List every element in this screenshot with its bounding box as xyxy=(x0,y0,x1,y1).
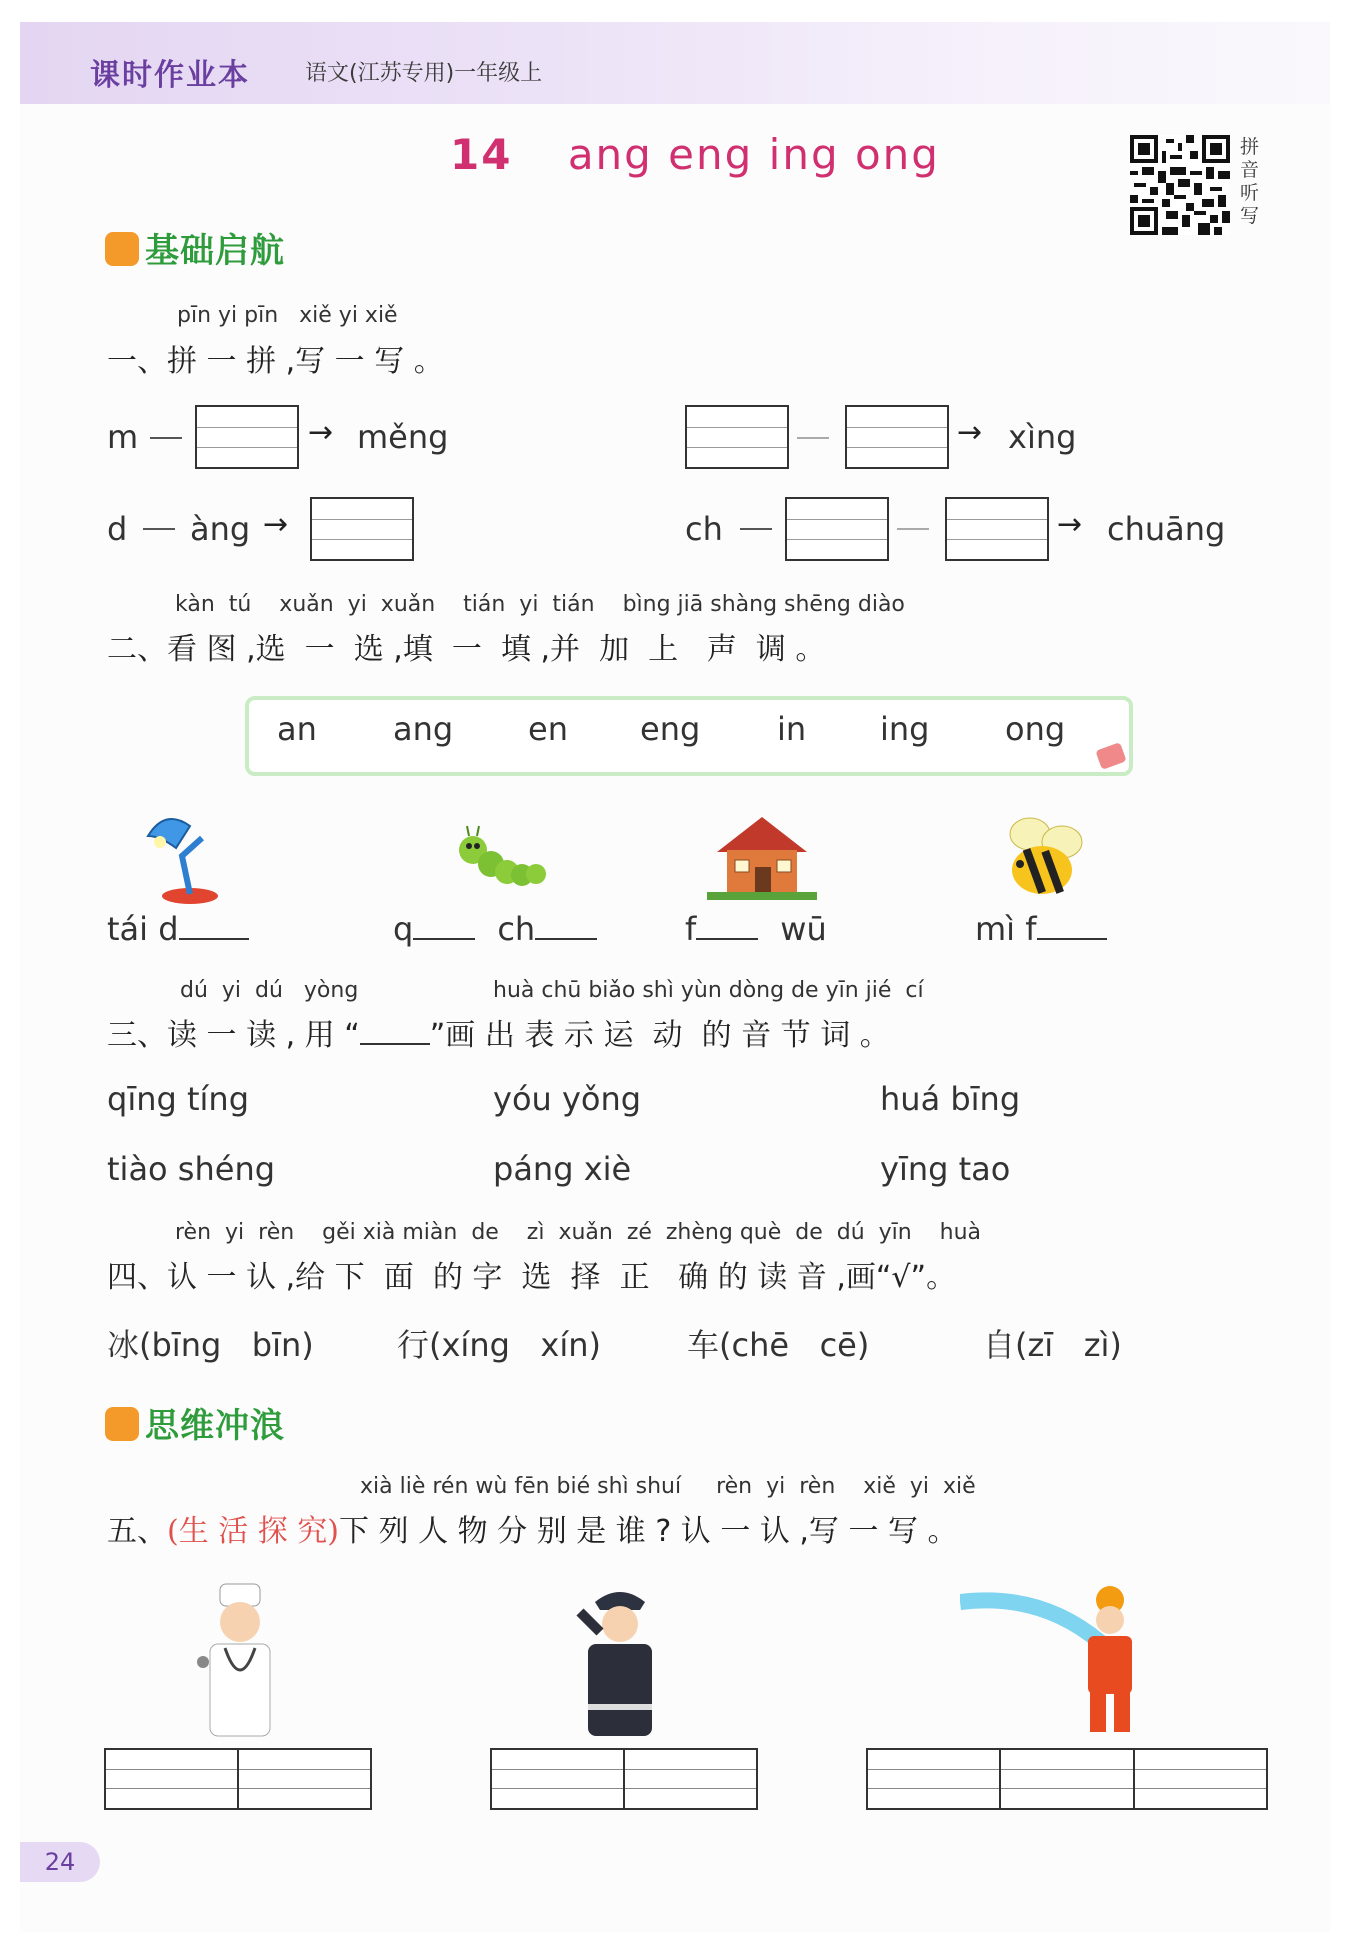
arrow-icon: → xyxy=(308,415,334,450)
q3-word[interactable]: qīng tíng xyxy=(107,1080,249,1118)
qr-caption-char: 拼 xyxy=(1240,136,1260,158)
q2-house-answer xyxy=(685,910,827,948)
house-icon xyxy=(707,812,817,902)
q2-house-suffix: wū xyxy=(780,910,827,948)
book-subtitle: 语文(江苏专用)一年级上 xyxy=(305,61,543,86)
arrow-icon: → xyxy=(263,507,289,542)
q1-b-answer-box-1[interactable] xyxy=(685,405,789,469)
q5-answer-grid-firefighter[interactable] xyxy=(866,1748,1268,1810)
dash xyxy=(797,437,829,439)
q2-lamp-prefix: tái d xyxy=(107,910,179,948)
qr-caption xyxy=(1240,136,1262,228)
q2-caterpillar-blank-1[interactable] xyxy=(413,938,475,940)
q1-c-final: àng xyxy=(190,510,251,548)
q1-pinyin: pīn yi pīn xiě yi xiě xyxy=(177,303,398,328)
q1-a-result: měng xyxy=(357,418,449,456)
grid-cell[interactable] xyxy=(1135,1750,1266,1808)
wave-icon xyxy=(105,1407,139,1441)
q3-pinyin-a: dú yi dú yòng xyxy=(180,978,359,1003)
q2-bee-blank[interactable] xyxy=(1037,938,1107,940)
option-ong: ong xyxy=(1005,710,1066,748)
option-eng: eng xyxy=(640,710,701,748)
q1-a-initial: m xyxy=(107,418,139,456)
q5-pinyin: xià liè rén wù fēn bié shì shuí rèn yi rèn xiě yi xiě xyxy=(360,1474,976,1499)
lesson-finals: ang eng ing ong xyxy=(567,130,940,179)
q3-underline-sample xyxy=(360,1043,430,1045)
dash xyxy=(740,528,772,530)
page-number: 24 xyxy=(20,1842,100,1882)
firefighter-illustration xyxy=(960,1582,1180,1742)
dash xyxy=(143,528,175,530)
q4-item[interactable]: 自(zī zì) xyxy=(983,1326,1122,1364)
q2-lamp-blank[interactable] xyxy=(179,938,249,940)
q3-word[interactable]: huá bīng xyxy=(880,1080,1021,1118)
q1-c-initial: d xyxy=(107,510,128,548)
q3-word[interactable]: yóu yǒng xyxy=(493,1080,642,1118)
q1-c-answer-box[interactable] xyxy=(310,497,414,561)
option-ang: ang xyxy=(393,710,454,748)
grid-cell[interactable] xyxy=(868,1750,1001,1808)
q3-pinyin-b: huà chū biǎo shì yùn dòng de yīn jié cí xyxy=(493,978,924,1003)
option-ing: ing xyxy=(880,710,930,748)
q5-instruction xyxy=(107,1506,958,1550)
arrow-icon: → xyxy=(1057,507,1083,542)
dash xyxy=(897,528,929,530)
q3-word[interactable]: páng xiè xyxy=(493,1150,632,1188)
arrow-icon: → xyxy=(957,415,983,450)
q4-item[interactable]: 行(xíng xín) xyxy=(397,1326,602,1364)
q5-tag: (生 活 探 究) xyxy=(167,1514,340,1549)
bee-icon xyxy=(990,812,1090,902)
section-thinking-label: 思维冲浪 xyxy=(145,1406,285,1446)
qr-caption-char: 音 xyxy=(1240,159,1260,181)
q3-instruction-a: 三、读 一 读 , 用 “ xyxy=(107,1018,360,1053)
q3-word[interactable]: yīng tao xyxy=(880,1150,1011,1188)
q4-instruction: 四、认 一 认 ,给 下 面 的 字 选 择 正 确 的 读 音 ,画“√”。 xyxy=(107,1260,957,1295)
lesson-title xyxy=(450,130,940,179)
q1-d-initial: ch xyxy=(685,510,723,548)
caterpillar-icon xyxy=(455,820,555,900)
desk-lamp-icon xyxy=(140,806,230,906)
q2-pinyin: kàn tú xuǎn yi xuǎn tián yi tián bìng jiā shàng shēng diào xyxy=(175,592,905,617)
grid-cell[interactable] xyxy=(1001,1750,1134,1808)
q1-instruction: 一、拼 一 拼 ,写 一 写 。 xyxy=(107,344,444,379)
q4-item[interactable]: 车(chē cē) xyxy=(687,1326,870,1364)
q2-house-prefix: f xyxy=(685,910,697,948)
option-en: en xyxy=(528,710,568,748)
option-in: in xyxy=(777,710,807,748)
q5-text: 下 列 人 物 分 别 是 谁 ? 认 一 认 ,写 一 写 。 xyxy=(339,1514,958,1549)
lesson-number: 14 xyxy=(450,130,513,179)
grid-cell[interactable] xyxy=(239,1750,370,1808)
dash xyxy=(150,437,182,439)
q5-prefix: 五、 xyxy=(107,1514,167,1549)
q2-bee-prefix: mì f xyxy=(975,910,1037,948)
q2-caterpillar-answer xyxy=(393,910,597,948)
grid-cell[interactable] xyxy=(106,1750,239,1808)
section-basic-label: 基础启航 xyxy=(145,231,285,271)
q1-b-answer-box-2[interactable] xyxy=(845,405,949,469)
q1-d-answer-box-2[interactable] xyxy=(945,497,1049,561)
grid-cell[interactable] xyxy=(492,1750,625,1808)
book-brand: 课时作业本 xyxy=(90,58,250,93)
q1-d-result: chuāng xyxy=(1107,510,1226,548)
q2-caterpillar-prefix-1: q xyxy=(393,910,414,948)
grid-cell[interactable] xyxy=(625,1750,756,1808)
section-thinking-heading xyxy=(105,1398,285,1447)
qr-caption-char: 写 xyxy=(1240,205,1260,227)
anchor-icon xyxy=(105,232,139,266)
q1-d-answer-box-1[interactable] xyxy=(785,497,889,561)
q2-instruction: 二、看 图 ,选 一 选 ,填 一 填 ,并 加 上 声 调 。 xyxy=(107,632,826,667)
q5-answer-grid-doctor[interactable] xyxy=(104,1748,372,1810)
q1-b-result: xìng xyxy=(1008,418,1077,456)
q2-caterpillar-prefix-2: ch xyxy=(497,910,536,948)
q3-instruction-b: ”画 出 表 示 运 动 的 音 节 词 。 xyxy=(429,1018,890,1053)
qr-caption-char: 听 xyxy=(1240,182,1260,204)
q2-bee-answer xyxy=(975,910,1107,948)
option-an: an xyxy=(277,710,317,748)
q3-word[interactable]: tiào shéng xyxy=(107,1150,276,1188)
police-illustration xyxy=(560,1582,680,1742)
q4-item[interactable]: 冰(bīng bīn) xyxy=(107,1326,314,1364)
q2-caterpillar-blank-2[interactable] xyxy=(535,938,597,940)
q3-instruction xyxy=(107,1010,890,1054)
doctor-illustration xyxy=(185,1582,295,1742)
q4-pinyin: rèn yi rèn gěi xià miàn de zì xuǎn zé zhèng què de dú yīn huà xyxy=(175,1220,982,1245)
q1-a-answer-box[interactable] xyxy=(195,405,299,469)
section-basic-heading xyxy=(105,223,285,272)
qr-code-icon[interactable] xyxy=(1130,135,1230,235)
q5-answer-grid-police[interactable] xyxy=(490,1748,758,1810)
q2-house-blank[interactable] xyxy=(696,938,758,940)
q2-lamp-answer xyxy=(107,910,249,948)
